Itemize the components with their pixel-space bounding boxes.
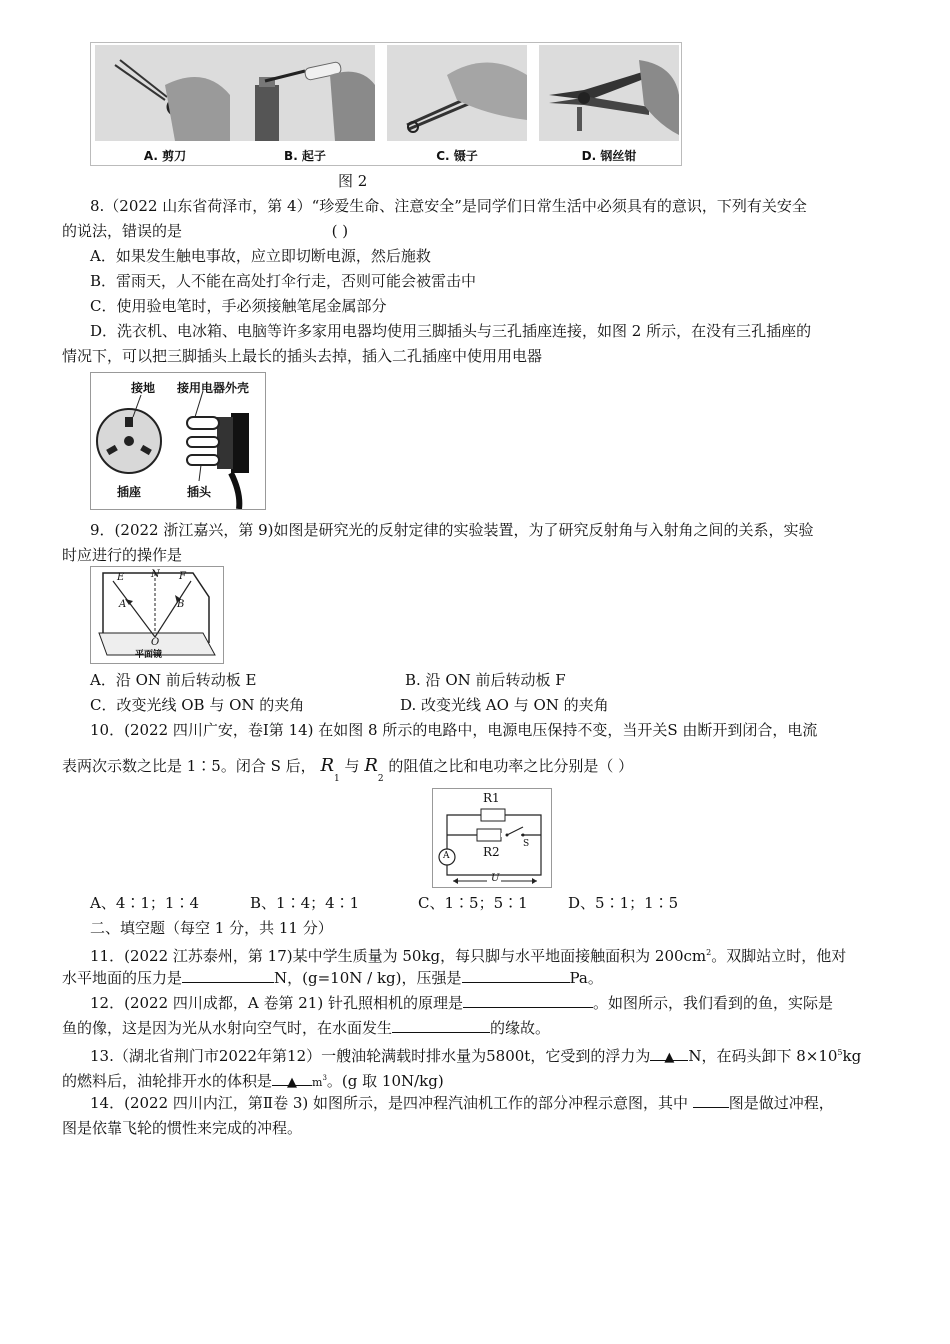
q13-blank-1[interactable] (650, 1046, 688, 1065)
q8-stem-line2 (62, 221, 348, 241)
q11-text-b: 。双脚站立时，他对 (711, 947, 847, 965)
triangle-icon: ▲ (287, 1075, 298, 1090)
q14-text-a: 14．(2022 四川内江，第Ⅱ卷 3) 如图所示，是四冲程汽油机工作的部分冲程示意图，其中 (90, 1094, 689, 1112)
label-a: A (119, 599, 127, 610)
q8-option-b: B．雷雨天，人不能在高处打伞行走，否则可能会被雷击中 (90, 272, 477, 290)
q10-option-c: C、1∶5；5∶1 (418, 894, 528, 912)
reflection-figure (90, 566, 224, 664)
q11-text-d: N，(g=10N / kg)，压强是 (274, 969, 462, 987)
scissors-icon (95, 45, 235, 141)
q13-sup: 5 (837, 1048, 843, 1057)
circuit-figure (432, 788, 552, 888)
q10-option-a: A、4∶1；1∶4 (90, 894, 200, 912)
q12-text-b: 。如图所示，我们看到的鱼，实际是 (592, 994, 833, 1012)
q9-stem-line2: 时应进行的操作是 (62, 546, 183, 564)
r2-subscript: 2 (377, 774, 384, 784)
r2-symbol: R (364, 755, 378, 776)
r1-symbol: R (320, 755, 335, 776)
q9-option-b: B. 沿 ON 前后转动板 F (405, 671, 566, 689)
q11-line2 (62, 968, 603, 988)
q14-blank-1[interactable] (693, 1093, 729, 1108)
r1-subscript: 1 (334, 774, 340, 784)
q8-option-d-line1: D．洗衣机、电冰箱、电脑等许多家用电器均使用三脚插头与三孔插座连接，如图 2 所示，在没有三孔插座的 (90, 322, 812, 340)
q13-unit: m (312, 1076, 323, 1089)
q12-blank-2[interactable] (392, 1018, 490, 1033)
scissors-photo (95, 45, 235, 141)
q10-stem-text-b: 的阻值之比和电功率之比分别是（ ） (388, 757, 634, 775)
r2-label: R2 (483, 845, 500, 859)
tweezers-icon (387, 45, 527, 141)
q13-blank-2[interactable] (272, 1071, 312, 1090)
q11-line1 (90, 943, 846, 966)
q12-text-c: 鱼的像，这是因为光从水射向空气时，在水面发生 (62, 1019, 393, 1037)
ammeter-label: A (443, 851, 450, 861)
tools-figure (90, 42, 682, 166)
figure-caption: 图 2 (338, 172, 368, 190)
tool-label-a: A. 剪刀 (143, 149, 187, 163)
q13-text-e: 。(g 取 10N/kg) (326, 1072, 444, 1090)
opener-photo (235, 45, 375, 141)
socket-label: 插座 (117, 485, 142, 499)
pliers-icon (539, 45, 679, 141)
section-heading: 二、填空题（每空 1 分，共 11 分） (90, 919, 333, 937)
q13-text-d: 的燃料后，油轮排开水的体积是 (62, 1072, 273, 1090)
r1-label: R1 (483, 791, 500, 805)
q10-option-b: B、1∶4；4∶1 (250, 894, 360, 912)
q10-option-d: D、5∶1；1∶5 (568, 894, 679, 912)
q13-line1 (90, 1043, 861, 1066)
q10-stem-line2 (62, 756, 633, 783)
q10-with: 与 (344, 757, 360, 775)
tool-label-d: D. 钢丝钳 (581, 149, 637, 163)
q9-option-d: D. 改变光线 AO 与 ON 的夹角 (400, 696, 609, 714)
q11-text-e: Pa。 (569, 969, 603, 987)
ground-label: 接地 (131, 381, 156, 395)
label-b: B (177, 599, 185, 610)
q8-stem-text: 的说法，错误的是 (62, 222, 183, 240)
q12-blank-1[interactable] (463, 993, 593, 1008)
q12-text-a: 12．(2022 四川成都，A 卷第 21) 针孔照相机的原理是 (90, 994, 463, 1012)
q13-text-a: 13.（湖北省荆门市2022年第12）一艘油轮满载时排水量为5800t，它受到的浮力为 (90, 1047, 651, 1065)
q10-stem-text-a: 表两次示数之比是 1∶5。闭合 S 后， (62, 757, 316, 775)
voltage-label: U (491, 873, 500, 884)
q13-line2 (62, 1068, 444, 1093)
q11-text-c: 水平地面的压力是 (62, 969, 183, 987)
q9-stem-line1: 9．(2022 浙江嘉兴，第 9)如图是研究光的反射定律的实验装置，为了研究反射角与入射角之间的关系，实验 (90, 521, 814, 539)
q14-text-b: 图是做过冲程， (728, 1094, 834, 1112)
shell-label: 接用电器外壳 (177, 381, 250, 395)
q9-option-c: C．改变光线 OB 与 ON 的夹角 (90, 696, 305, 714)
switch-label: S (523, 839, 530, 849)
q8-option-d-line2: 情况下，可以把三脚插头上最长的插头去掉，插入二孔插座中使用用电器 (62, 347, 543, 365)
label-n: N (151, 569, 160, 580)
q11-text-a: 11．(2022 江苏泰州，第 17)某中学生质量为 50kg，每只脚与水平地面接触面积为 200cm (90, 947, 707, 965)
q12-text-d: 的缘故。 (490, 1019, 551, 1037)
q12-line1 (90, 993, 833, 1013)
q8-option-c: C．使用验电笔时，手必须接触笔尾金属部分 (90, 297, 387, 315)
q10-stem-line1: 10．(2022 四川广安，卷Ⅰ第 14) 在如图 8 所示的电路中，电源电压保持不变，当开关S 由断开到闭合，电流 (90, 721, 818, 739)
q9-option-a: A．沿 ON 前后转动板 E (90, 671, 257, 689)
q11-sup: 2 (706, 948, 712, 957)
q13-text-b: N，在码头卸下 8×10 (688, 1047, 838, 1065)
q11-blank-1[interactable] (182, 968, 274, 983)
plug-label: 插头 (187, 485, 212, 499)
label-f: F (179, 571, 186, 582)
tweezers-photo (387, 45, 527, 141)
socket-plug-figure (90, 372, 266, 510)
q8-option-a: A．如果发生触电事故，应立即切断电源，然后施救 (90, 247, 431, 265)
tool-label-b: B. 起子 (284, 149, 326, 163)
q13-sup2: 3 (322, 1074, 327, 1082)
q14-line2: 图是依靠飞轮的惯性来完成的冲程。 (62, 1119, 303, 1137)
label-e: E (117, 572, 125, 583)
triangle-icon: ▲ (664, 1050, 675, 1065)
pliers-photo (539, 45, 679, 141)
q12-line2 (62, 1018, 550, 1038)
q8-answer-paren: ( ) (331, 222, 349, 240)
q14-line1 (90, 1093, 834, 1113)
q13-text-c: kg (842, 1047, 862, 1065)
q11-blank-2[interactable] (462, 968, 570, 983)
q8-stem-line1: 8.（2022 山东省荷泽市，第 4）“珍爱生命、注意安全”是同学们日常生活中必须具有的意识，下列有关安全 (90, 197, 807, 215)
label-o: O (151, 637, 160, 648)
tool-label-c: C. 镊子 (436, 149, 478, 163)
mirror-label: 平面镜 (135, 650, 163, 660)
bottle-opener-icon (235, 45, 375, 141)
